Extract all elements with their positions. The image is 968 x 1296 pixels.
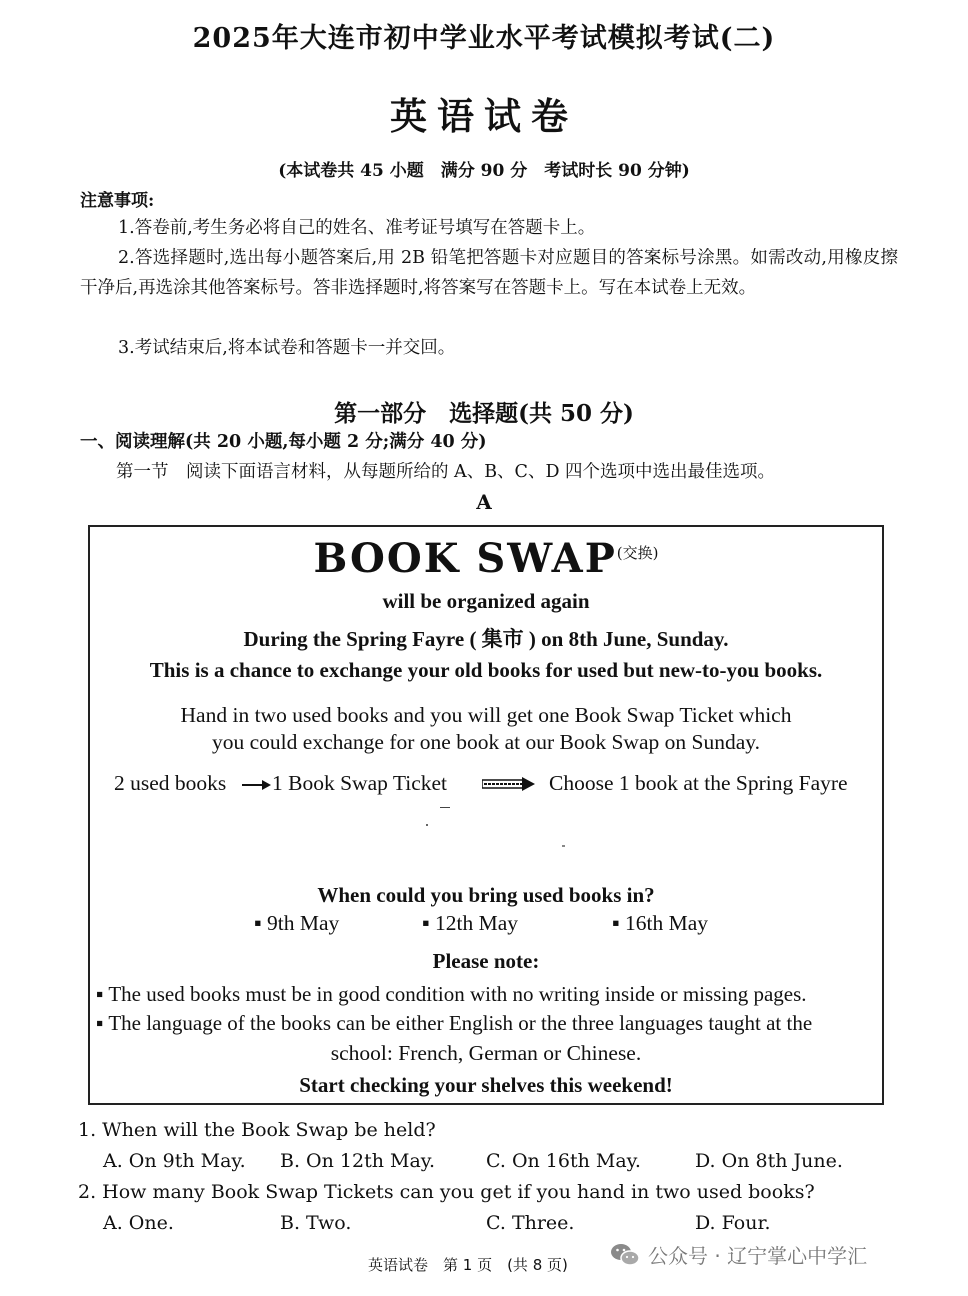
- note-heading: Please note:: [432, 949, 540, 973]
- question-2-option-c: C. Three.: [486, 1212, 575, 1234]
- question-1-option-d: D. On 8th June.: [695, 1150, 843, 1172]
- date-item: ▪ 9th May: [254, 911, 340, 935]
- note-item-2-cont: school: French, German or Chinese.: [330, 1041, 642, 1065]
- arrow-right-icon: [242, 779, 272, 791]
- exam-title: 2025年大连市初中学业水平考试模拟考试(二): [192, 23, 776, 54]
- question-1-option-c: C. On 16th May.: [486, 1150, 641, 1172]
- when-heading: When could you bring used books in?: [317, 883, 655, 907]
- stray-mark: [440, 807, 450, 808]
- watermark-text: 公众号 · 辽宁掌心中学汇: [648, 1244, 868, 1268]
- section-instruction: 第一节 阅读下面语言材料，从每题所给的 A、B、C、D 四个选项中选出最佳选项。: [116, 462, 776, 482]
- question-1-option-a: A. On 9th May.: [103, 1150, 246, 1172]
- note-item-2: ▪ The language of the books can be either English or the three languages taught at the: [96, 1011, 813, 1035]
- poster-line-3: This is a chance to exchange your old books for used but new-to-you books.: [149, 658, 823, 682]
- poster-line-1: will be organized again: [382, 589, 590, 613]
- exam-info: (本试卷共 45 小题 满分 90 分 考试时长 90 分钟): [278, 161, 690, 181]
- notice-item-3: 3.考试结束后,将本试卷和答题卡一并交回。: [118, 338, 456, 358]
- page-footer: 英语试卷 第 1 页 (共 8 页): [368, 1256, 568, 1274]
- poster-title: [90, 535, 882, 582]
- book-swap-poster: [88, 525, 884, 1105]
- watermark: [610, 1240, 867, 1269]
- date-item: ▪ 12th May: [422, 911, 519, 935]
- poster-line-2: During the Spring Fayre ( 集市 ) on 8th June, Sunday.: [243, 627, 729, 651]
- flow-step-1: 2 used books: [114, 771, 227, 795]
- poster-closing: Start checking your shelves this weekend!: [299, 1073, 673, 1097]
- section-heading: 一、阅读理解(共 20 小题,每小题 2 分;满分 40 分): [80, 432, 487, 452]
- stray-dot: [562, 845, 565, 847]
- subject-title: 英语试卷: [390, 94, 578, 138]
- question-1-option-b: B. On 12th May.: [280, 1150, 436, 1172]
- question-2-option-a: A. One.: [103, 1212, 174, 1234]
- poster-line-5: you could exchange for one book at our Book Swap on Sunday.: [212, 730, 760, 754]
- question-2-option-b: B. Two.: [280, 1212, 352, 1234]
- flow-step-3: Choose 1 book at the Spring Fayre: [549, 771, 848, 795]
- note-item-1: ▪ The used books must be in good condition with no writing inside or missing pages.: [96, 982, 807, 1006]
- question-2-stem: 2. How many Book Swap Tickets can you get if you hand in two used books?: [78, 1181, 815, 1203]
- notice-item-1: 1.答卷前,考生务必将自己的姓名、准考证号填写在答题卡上。: [118, 218, 596, 238]
- notice-item-2: 2.答选择题时,选出每小题答案后,用 2B 铅笔把答题卡对应题目的答案标号涂黑。如需改动,用橡皮擦干净后,再选涂其他答案标号。答非选择题时,将答案写在答题卡上。写在本试卷上无效。: [80, 248, 898, 298]
- notice-heading: 注意事项:: [80, 191, 155, 211]
- poster-title-text: BOOK SWAP: [313, 535, 617, 582]
- flow-step-2: 1 Book Swap Ticket: [272, 771, 448, 795]
- poster-line-4: Hand in two used books and you will get one Book Swap Ticket which: [180, 703, 792, 727]
- thick-arrow-right-icon: [482, 777, 536, 791]
- date-item: ▪ 16th May: [612, 911, 709, 935]
- part-one-title: 第一部分 选择题(共 50 分): [334, 400, 634, 427]
- wechat-icon: [610, 1242, 640, 1268]
- poster-title-note: (交换): [616, 544, 659, 562]
- question-1-stem: 1. When will the Book Swap be held?: [78, 1119, 436, 1141]
- passage-letter: A: [476, 490, 492, 514]
- stray-dot: [426, 824, 428, 826]
- question-2-option-d: D. Four.: [695, 1212, 771, 1234]
